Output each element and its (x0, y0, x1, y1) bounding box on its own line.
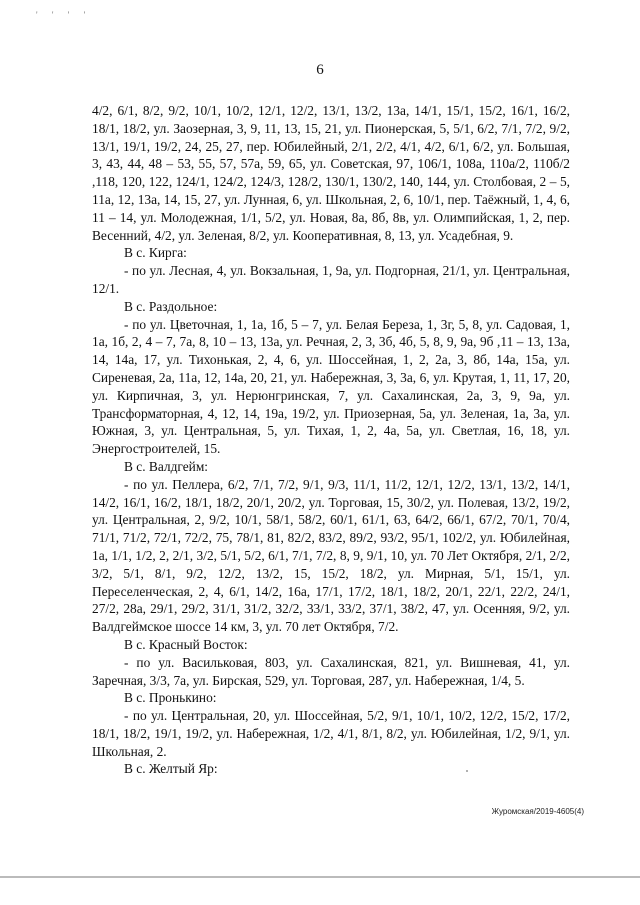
address-list-valdgeim: - по ул. Пеллера, 6/2, 7/1, 7/2, 9/1, 9/3, 11/1, 11/2, 12/1, 12/2, 13/1, 13/2, 14/1, 14/2, 16/1, 16/2, 18/1, 18/2, 20/1, 20/2, ул. Торговая, 15, 30/2, ул. Полевая, 13/2, 19/2, ул. Центральная, 2, 9/2, 10/1, 58/1, 58/2, 60/1, 61/1, 63, 64/2, 66/1, 67/2, 70/1, 70/4, 71/1, 71/2, 72/1, 72/2, 75, 78/1, 81, 82/2, 83/2, 89/2, 93/2, 95/1, 102/2, ул. Юбилейная, 1а, 1/1, 1/2, 2, 2/1, 3/2, 5/1, 5/2, 6/1, 7/1, 7/2, 8, 9, 9/1, 10, ул. 70 Лет Октября, 2/1, 2/2, 3/2, 5/1, 8/1, 9/2, 12/2, 13/2, 15, 15/2, 18/2, ул. Мирная, 5/1, 15/1, ул. Переселенческая, 2, 4, 6/1, 14/2, 16а, 17/1, 17/2, 18/1, 18/2, 20/1, 22/1, 22/2, 24/1, 27/2, 28а, 29/1, 29/2, 31/1, 31/2, 32/2, 33/1, 33/2, 37/1, 38/2, 47, ул. Осенняя, 9/2, ул. Валдгеймское шоссе 14 км, 3, ул. 70 лет Октября, 7/2. (92, 476, 570, 635)
page-bottom-edge (0, 876, 640, 878)
footer-document-code: Журомская/2019-4605(4) (491, 807, 584, 816)
address-list-kirga: - по ул. Лесная, 4, ул. Вокзальная, 1, 9а, ул. Подгорная, 21/1, ул. Центральная, 12/1. (92, 263, 570, 296)
paragraph-continuation: 4/2, 6/1, 8/2, 9/2, 10/1, 10/2, 12/1, 12/2, 13/1, 13/2, 13а, 14/1, 15/1, 15/2, 16/1, 16/2, 18/1, 18/2, ул. Заозерная, 3, 9, 11, 13, 15, 21, ул. Пионерская, 5, 5/1, 6/2, 7/1, 7/2, 9/2, 13/1, 19/1, 19/2, 24, 25, 27, пер. Юбилейный, 2/1, 2/2, 4/1, 4/2, 6/1, 6/2, ул. Большая, 3, 43, 44, 48 – 53, 55, 57, 57а, 59, 65, ул. Советская, 97, 106/1, 108а, 110а/2, 110б/2 ,118, 120, 122, 124/1, 124/2, 124/3, 128/2, 130/1, 130/2, 140, 144, ул. Столбовая, 2 – 5, 11а, 12, 13а, 14, 15, 27, ул. Лунная, 6, ул. Школьная, 2, 6, 10/1, пер. Таёжный, 1, 4, 6, 11 – 14, ул. Молодежная, 1/1, 5/2, ул. Новая, 8а, 8б, 8в, ул. Олимпийская, 1, 2, пер. Весенний, 4/2, ул. Зеленая, 8/2, ул. Кооперативная, 8, 13, ул. Усадебная, 9. (92, 103, 570, 243)
page-number: 6 (316, 62, 324, 78)
scan-dot (466, 770, 468, 772)
village-heading-razdolnoe: В с. Раздольное: (124, 298, 218, 314)
scan-artifact: ' ' ' ' (36, 10, 92, 20)
address-list-krasny-vostok: - по ул. Васильковая, 803, ул. Сахалинская, 821, ул. Вишневая, 41, ул. Заречная, 3/3, 7а, ул. Бирская, 529, ул. Торговая, 287, ул. Набережная, 1/4, 5. (92, 654, 570, 688)
village-heading-kirga: В с. Кирга: (124, 245, 187, 261)
village-heading-zheltyi-yar: В с. Желтый Яр: (124, 761, 218, 777)
address-list-razdolnoe: - по ул. Цветочная, 1, 1а, 1б, 5 – 7, ул. Белая Береза, 1, 3г, 5, 8, ул. Садовая, 1, 1а, 1б, 2, 4 – 7, 7а, 8, 10 – 13, 13а, ул. Речная, 2, 3, 3б, 4б, 5, 8, 9, 9а, 9б ,11 – 13, 13а, 14, 14а, 17, ул. Тихонькая, 2, 4, 6, ул. Шоссейная, 1, 2, 2а, 3, 8б, 14а, 15а, ул. Сиреневая, 2а, 11а, 12, 14а, 20, 21, ул. Набережная, 3, 3а, 6, ул. Крутая, 1, 11, 17, 20, ул. Кирпичная, 3, ул. Нерюнгринская, 7, ул. Сахалинская, 2а, 3, 9, 9а, ул. Трансформаторная, 4, 12, 14, 19а, 19/2, ул. Приозерная, 5а, ул. Зеленая, 1а, 3а, ул. Южная, 3, ул. Центральная, 5, ул. Тихая, 1, 2, 4а, 5а, ул. Светлая, 16, 18, ул. Энергостроителей, 15. (92, 316, 570, 457)
village-heading-pronkino: В с. Пронькино: (124, 690, 217, 706)
address-list-pronkino: - по ул. Центральная, 20, ул. Шоссейная, 5/2, 9/1, 10/1, 10/2, 12/2, 15/2, 17/2, 18/1, 18/2, 19/1, 19/2, ул. Набережная, 1/2, 4/1, 8/1, 8/2, ул. Юбилейная, 1/2, 9/1, ул. Школьная, 2. (92, 708, 570, 759)
village-heading-krasny-vostok: В с. Красный Восток: (124, 636, 248, 652)
document-body (92, 102, 570, 778)
village-heading-valdgeim: В с. Валдгейм: (124, 458, 209, 474)
